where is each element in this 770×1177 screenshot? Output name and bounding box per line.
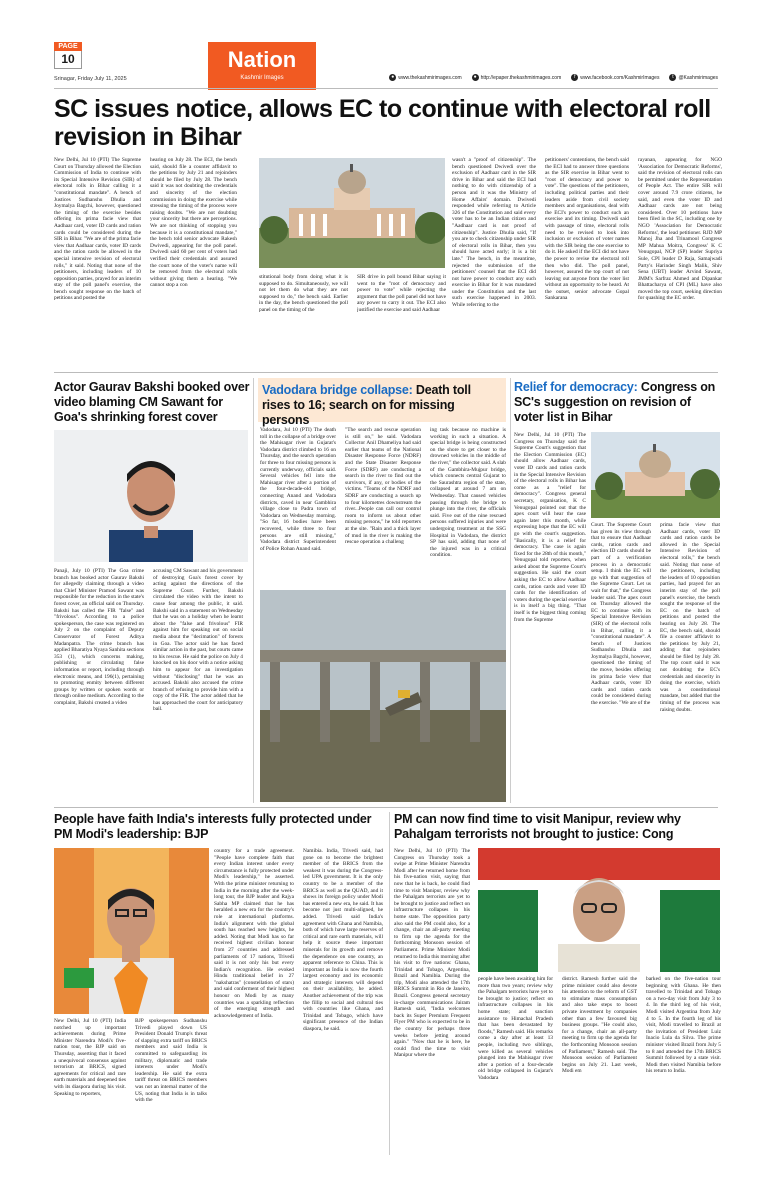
vadodara-column-3: ing task because no machine is working in such a situation. A special bridge is being constructed on the shore to get closer to the drowned vehicles in the middle of the river," the collector said. A slab of the Gambhira-Mujpur bridge, which connects central Gujarat to the Saurashtra region of the state, collapsed at around 7 am on Wednesday. That caused vehicles passing through the bridge to plunge into the river, the officials said. Five out of the nine rescued persons suffered injuries and were undergoing treatment at the SSG Hospital in Vadodara, the district SP has said, adding that none of the injured was in a critical condition. bbox=[430, 427, 506, 559]
relief-headline bbox=[514, 380, 720, 425]
vadodara-column-2: "The search and rescue operation is still on," he said. Vadodara Collector Anil Dhameliya had said earlier that teams of the National Disaster Response Force (NDRF) and the State Disaster Response Force (SDRF) are conducting a search in the river to find out the survivors, if any, or bodies of the victims. "Teams of the NDRF and SDRF are conducting a search up to four kilometres downstream the river...People can call our control room to inform us about other missing persons," he told reporters at the site. "Rain and a thick layer of mud in the river is making the rescue operation a challeng bbox=[345, 427, 421, 546]
masthead-rule bbox=[54, 88, 718, 89]
lead-column-7: rayanan, appearing for NGO 'Association for Democratic Reforms', said the revision of electoral rolls can be permitted under the Representation of People Act. The entire SIR will cover around 7.9 crore citizens, he said, and even the voter ID and Aadhaar cards are not being considered. Over 10 petitions have been filed in the SC, including one by NGO 'Association for Democratic Reforms', the lead petitioner. RJD MP Manoj Jha and Trinamool Congress MP Mahua Moitra, Congress' K C Venugopal, NCP (SP) leader Supriya Sule, CPI leader D Raja, Samajwadi Party's Harinder Singh Malik, Shiv Sena (UBT) leader Arvind Sawant, JMM's Sarfraz Ahmed and Dipankar Bhattacharya of CPI (ML) have also moved the top court, seeking direction for quashing the EC order. bbox=[638, 157, 722, 302]
relief-kicker: Relief for democracy: bbox=[514, 380, 638, 394]
bakshi-column-1: Panaji, July 10 (PTI) The Goa crime branch has booked actor Gaurav Bakshi for allegedly claiming through a video that Chief Minister Pramod Sawant was responsible for the reduction in the state's forest cover, an official said on Thursday. Bakshi has called the FIR "false" and "frivolous". According to a police spokesperson, the case was registered on July 2 on the complaint of Deputy Conservator of Forest Aditya Madanpatra. The crime branch has applied Bharatiya Nyaya Sanhita sections 353 (1), which concerns making, publishing or circulating false information or report, including through electronic means, and 196(1), pertaining to promoting enmity between different groups by written or spoken words or through online medium. According to the complaint, Bakshi created a video bbox=[54, 568, 144, 706]
bridge-collapse-photo bbox=[260, 590, 506, 802]
column-divider bbox=[389, 812, 390, 1155]
lead-headline: SC issues notice, allows EC to continue with electoral roll revision in Bihar bbox=[54, 95, 711, 151]
page-label: PAGE bbox=[54, 42, 82, 51]
social-links bbox=[389, 74, 718, 81]
lead-column-4: SIR drive in poll bound Bihar saying it went to the "root of democracy and power to vote" while rejecting the argument that the poll panel did not have any power to carry it out. The ECI also justified the exercise and said Aadhaar bbox=[357, 274, 446, 313]
relief-column-3: prima facie view that Aadhaar cards, voter ID cards and ration cards be allowed in the Special Intensive Revision of electoral rolls," the bench said. Noting that none of the petitioners, including the leaders of 10 opposition parties, had prayed for an interim stay of the poll panel's exercise, the bench sought the response of the EC on the batch of petitions and posted the hearing on July 28. The EC, the bench said, should file a counter affidavit to the petitions by July 21, adding that rejoinders should be filed by July 28. The top court said it was not doubting the EC's credentials and sincerity in doing the exercise, which was a constitutional mandate, but added that the timing of the process was raising doubts. bbox=[660, 522, 720, 713]
website-link[interactable]: ● www.thekashmirimages.com bbox=[391, 74, 462, 81]
page-number-box bbox=[54, 42, 82, 69]
bakshi-columns bbox=[54, 568, 243, 804]
section-subtitle: Kashmir Images bbox=[240, 75, 284, 81]
lead-column-2: hearing on July 28. The ECI, the bench said, should file a counter affidavit to the petitions by July 21 and rejoinders should be filed by July 28. The bench said it was not doubting the credentials and sincerity of the election commission in doing the exercise while stressing the timing of the process were raising doubts. "We are not doubting your sincerity but there are perceptions. We are not thinking of stopping you because it is a constitutional mandate," the bench told senior advocate Rakesh Dwivedi, appearing for the poll panel. Dwivedi said 60 per cent of voters had verified their credentials and assured the court none of the voter's name will be removed from the electoral rolls without giving them a hearing. "We cannot stop a con bbox=[150, 157, 237, 289]
page-number: 10 bbox=[54, 51, 82, 69]
globe-icon: ● bbox=[391, 74, 395, 80]
section-banner bbox=[208, 42, 316, 90]
manipur-columns bbox=[478, 976, 721, 1155]
bakshi-column-2: accusing CM Sawant and his government of destroying Goa's forest cover by acting against the directions of the Supreme Court. Further, Bakshi circulated the video with the intent to cause fear among the public, it said. Bakshi said in a statement on Wednesday that he was on a holiday when he learnt about the "false and frivolous" FIR against him for speaking out on social media about the "decimation" of forests in Goa. The actor said he has faced similar action in the past, but courts came to his rescue. He said the police on July 4 knocked on his door with a notice asking him to appear for an investigation without "disclosing" that he was an accused. Bakshi also accused the crime branch of refusing to provide him with a copy of the FIR. The actor added that he has approached the court for anticipatory bail. bbox=[153, 568, 243, 713]
lead-columns bbox=[54, 157, 237, 365]
brics-columns-bottom bbox=[54, 1018, 207, 1155]
lead-bottom-rule bbox=[54, 372, 718, 373]
vadodara-headline bbox=[262, 383, 502, 428]
lead-columns-right bbox=[452, 157, 722, 365]
supreme-court-dome-photo bbox=[591, 432, 720, 518]
brics-column-4: BJP spokesperson Sudhanshu Trivedi played down US President Donald Trump's threat of slapping extra tariff on BRICS members and said India is committed to safeguarding its military, diplomatic and trade interests under Modi's leadership. He said the extra tariff threat on BRICS members was not an internal matter of the US, noting that India is in talks with the bbox=[135, 1018, 207, 1104]
lead-column-1: New Delhi, Jul 10 (PTI) The Supreme Court on Thursday allowed the Election Commission of India to continue with its Special Intensive Revision (SIR) of electoral rolls in Bihar calling it a "constitutional mandate". A bench of Justices Sudhanshu Dhulia and Joymalya Bagchi, however, questioned the timing of the exercise besides offering its prima facie view that Aadhaar card, voter ID cards and ration cards could be considered during the SIR in Bihar. "We are of the prima facie view that Aadhaar cards, voter ID cards and the ration cards be allowed in the special intensive revision of electoral rolls," it said. Noting that none of the petitioners, including leaders of 10 opposition parties, prayed for an interim stay of the poll panel's exercise, the bench sought response on the batch of petitions and posted the bbox=[54, 157, 141, 302]
sudhanshu-trivedi-photo bbox=[54, 848, 209, 1014]
brics-column-2: Namibia. India, Trivedi said, had gone on to become the brightest member of the BRICS from the weakest it was during the Congress-led UPA government. It is the only country to be a member of the BRICS as well as the QUAD, and it shows its foreign policy under Modi has entered a new era, he said. It has become not just multi-aligned, he added. Trivedi said India's agreement with Ghana and Namibia, both of which have large reserves of critical and rare earth materials, will help it source these important minerals for its growth and remove the dependence on one country, an apparent reference to China. This is important as India is now the fourth largest economy and its economic and strategic interests will depend on their availability, he added. Another achievement of the trip was the fillip to social and cultural ties with countries like Ghana, and Trinidad and Tobago, which have significant presence of the Indian diaspora, he said. bbox=[303, 848, 383, 1033]
relief-column-1: New Delhi, Jul 10 (PTI) The Congress on Thursday said the Supreme Court's suggestion that the Election Commission (EC) should allow Aadhaar cards, voter ID cards and ration cards in the Special Intensive Revision of the electoral rolls in Bihar has come as a "relief for democracy". Congress general secretary, organisation, K C Venugopal pointed out that the apex court will hear the case again later this month, while expressing hope that the EC will go with the court's suggestion. "Basically, it is a relief for democracy. The case is again fixed for the 28th of this month," Venugopal told reporters, when asked about the Supreme Court's suggestion. He said the court asking the EC to allow Aadhaar cards, ration cards and voter ID cards for the identification of voters during the special exercise is in itself a big thing. "That itself is the biggest thing coming from the Supreme bbox=[514, 432, 586, 623]
brics-column-1: country for a trade agreement. "People have complete faith that every Indian interest under every circumstance is fully protected under Modi's leadership," he asserted. With the prime minister returning to India in the morning after the week-long tour, the BJP leader and Rajya Sabha MP claimed that he has heralded a new era for the country's role at international platforms. India's alignment with the global south has reached new heights, he added. Noting that Modi has so far received highest civilian honour from 27 countries and addressed parliaments of 17 nations, Trivedi said it is not only his but every Indian's recognition. He evoked Hindu traditional belief in 27 "nakshatras" (constellation of stars) and said conferment of their highest honour on Modi by as many countries was a sparkling reflection of the emerging strength and acknowledgement of India. bbox=[214, 848, 294, 1019]
supreme-court-photo bbox=[259, 158, 445, 268]
relief-columns bbox=[591, 522, 720, 802]
twitter-icon: t bbox=[669, 74, 676, 81]
manipur-column-3: district. Ramesh further said the prime minister could also devote his attention to the reform of GST to stimulate mass consumption and also take steps to boost private investment by companies other than a few favoured big business groups. "He could also, for a change, chair an all-party meeting to firm up the agenda for the forthcoming Monsoon session of Parliament," Ramesh said. The Monsoon session of Parliament begins on July 21. Last week, Modi em bbox=[562, 976, 637, 1075]
vadodara-columns bbox=[260, 427, 506, 585]
lead-column-3: stitutional body from doing what it is supposed to do. Simultaneously, we will not let them do what they are not supposed to do," the bench said. Earlier in the day, the bench questioned the poll panel on the timing of the bbox=[259, 274, 348, 313]
vadodara-column-1: Vadodara, Jul 10 (PTI) The death toll in the collapse of a bridge over the Mahisagar river in Gujarat's Vadodara district climbed to 16 on Thursday, and the search operation for three to four missing persons is currently underway, officials said. Several vehicles fell into the Mahisagar river after a portion of the four-decade-old bridge, connecting Anand and Vadodara districts, caved in near Gambhira village close to Padra town of Vadodara on Wednesday morning. "So far, 16 bodies have been recovered, while three to four persons are still missing," Vadodara district Superintendent of Police Rohan Anand said. bbox=[260, 427, 336, 552]
column-divider bbox=[253, 378, 254, 803]
lead-columns-under-photo bbox=[259, 274, 446, 365]
brics-column-3: New Delhi, Jul 10 (PTI) India notched up important achievements during Prime Minister Narendra Modi's five-nation tour, the BJP said on Thursday, asserting that it faced a unequivocal consensus against terrorism at BRICS, signed agreements for critical and rare earth materials and deepened ties with its diaspora during his visit. Speaking to reporters, bbox=[54, 1018, 126, 1097]
dateline: Srinagar, Friday July 11, 2025 bbox=[54, 76, 127, 82]
bakshi-headline: Actor Gaurav Bakshi booked over video blaming CM Sawant for Goa's shrinking forest cover bbox=[54, 380, 250, 424]
brics-columns-top bbox=[214, 848, 383, 1155]
manipur-headline: PM can now find time to visit Manipur, review why Pahalgam terrorists not brought to justice: Cong bbox=[394, 812, 681, 841]
lead-column-5: wasn't a "proof of citizenship". The bench questioned Dwivedi over the exclusion of Aadhaar card in the SIR drive in Bihar and said the ECI had nothing to do with citizenship of a person and it was the Ministry of Home Affairs' domain. Dwivedi responded while referring to Article 326 of the Constitution and said every voter has to be an Indian citizen and "Aadhaar card is not proof of citizenship". Justice Dhulia said, "If you are to check citizenship under SIR of electoral rolls in Bihar, then you should have acted early; it is a bit late." The bench, in the meantime, rejected the submission of the petitioners' counsel that the ECI did not have power to conduct any such exercise in Bihar for it was mandated under the Constitution and the last such exercise happened in 2003. While referring to the bbox=[452, 157, 536, 309]
relief-headline-text: Congress on SC's suggestion on revision of voter list in Bihar bbox=[514, 380, 716, 424]
facebook-icon: f bbox=[571, 74, 578, 81]
gaurav-bakshi-photo bbox=[54, 430, 248, 562]
column-divider bbox=[510, 378, 511, 803]
manipur-column-2: people have been awaiting him for more than two years; review why the Pahalgam terrorists have yet to be brought to justice; reflect on infrastructure collapses in his home state; and sanction assistance to Himachal Pradesh that has been devastated by floods," Ramesh said. His remarks come a day after at least 13 people, including two siblings, were killed as several vehicles plunged into the Mahisagar river after a portion of a four-decade old bridge collapsed in Gujarat's Vadodara bbox=[478, 976, 553, 1081]
section-title: Nation bbox=[227, 47, 297, 72]
lead-column-6: petitioners' contentions, the bench said the ECI had to answer three questions as the SIR exercise in Bihar went to "root of democracy and power to vote". The questions of the petitioners, including political parties and their leaders aside from civil society members and organisations, deal with the ECI's power to conduct such an exercise and its timing. Dwivedi said with passage of time, electoral rolls need to be revised to look into inclusion or exclusion of voter names with the SIR being the one exercise to do it. He asked if the ECI did not have the power to revise the electoral roll then who did. The poll panel, however, assured the top court of not leaving out anyone from the voter list without an opportunity to be heard. At the outset, senior advocate Gopal Sankarana bbox=[545, 157, 629, 302]
jairam-ramesh-photo bbox=[478, 848, 720, 972]
relief-column-2: Court. The Supreme Court has given its view through that to ensure that Aadhaar cards, ration cards and election ID cards should be part of a verification process in a democratic setup. I think the EC will go with that suggestion of the Supreme Court. Let us wait for that," the Congress leader said. The apex court on Thursday allowed the EC to continue with its Special Intensive Revision (SIR) of the electoral rolls in Bihar, calling it a "constitutional mandate". A bench of Justices Sudhanshu Dhulia and Joymalya Bagchi, however, questioned the timing of the move, besides offering its prima facie view that Aadhaar cards, voter ID cards and ration cards could be considered during the exercise. "We are of the bbox=[591, 522, 651, 707]
brics-headline: People have faith India's interests fully protected under PM Modi's leadership: BJP bbox=[54, 812, 372, 841]
vadodara-kicker: Vadodara bridge collapse: bbox=[262, 383, 413, 397]
epaper-link[interactable]: ● http://epaper.thekashmirimages.com bbox=[473, 74, 562, 81]
link-icon: ● bbox=[473, 74, 477, 80]
facebook-link[interactable]: f www.facebook.com/KashmirImages bbox=[571, 74, 659, 81]
vadodara-headline-text: Death toll rises to 16; search on for missing persons bbox=[262, 383, 471, 427]
manipur-column-1: New Delhi, Jul 10 (PTI) The Congress on Thursday took a swipe at Prime Minister Narendra Modi after he returned home from his five-nation visit, saying that now that he is back, he could find time to visit Manipur, review why the Pahalgam terrorists are yet to be brought to justice and reflect on infrastructure collapses in his home state. The opposition party also said the PM could also, for a change, chair an all-party meeting to firm up the agenda for the forthcoming Monsoon session of Parliament. Prime Minister Modi returned to India this morning after his visit to five nations: Ghana, Trinidad and Tobago, Argentina, Brazil and Namibia. During the trip, Modi also attended the 17th BRICS Summit in Rio de Janeiro, Brazil. Congress general secretary in-charge communications Jairam Ramesh said, "India welcomes back its Super Premium Frequent Flyer PM who is expected to be in the country for perhaps three weeks before jetting around again." "Now that he is here, he could find the time to visit Manipur where the bbox=[394, 848, 470, 1059]
twitter-link[interactable]: t @Kashmirimages bbox=[669, 74, 718, 81]
lower-rule bbox=[54, 807, 718, 808]
manipur-column-4: barked on the five-nation tour beginning with Ghana. He then travelled to Trinidad and Tobago on a two-day visit from July 3 to 4. In the third leg of his visit, Modi visited Argentina from July 4 to 5. In the fourth leg of his visit, Modi travelled to Brazil at the invitation of President Luiz Inacio Lula da Silva. The prime minister visited Brazil from July 5 to 8 and attended the 17th BRICS Summit followed by a state visit. Modi then visited Namibia before his return to India. bbox=[646, 976, 721, 1075]
